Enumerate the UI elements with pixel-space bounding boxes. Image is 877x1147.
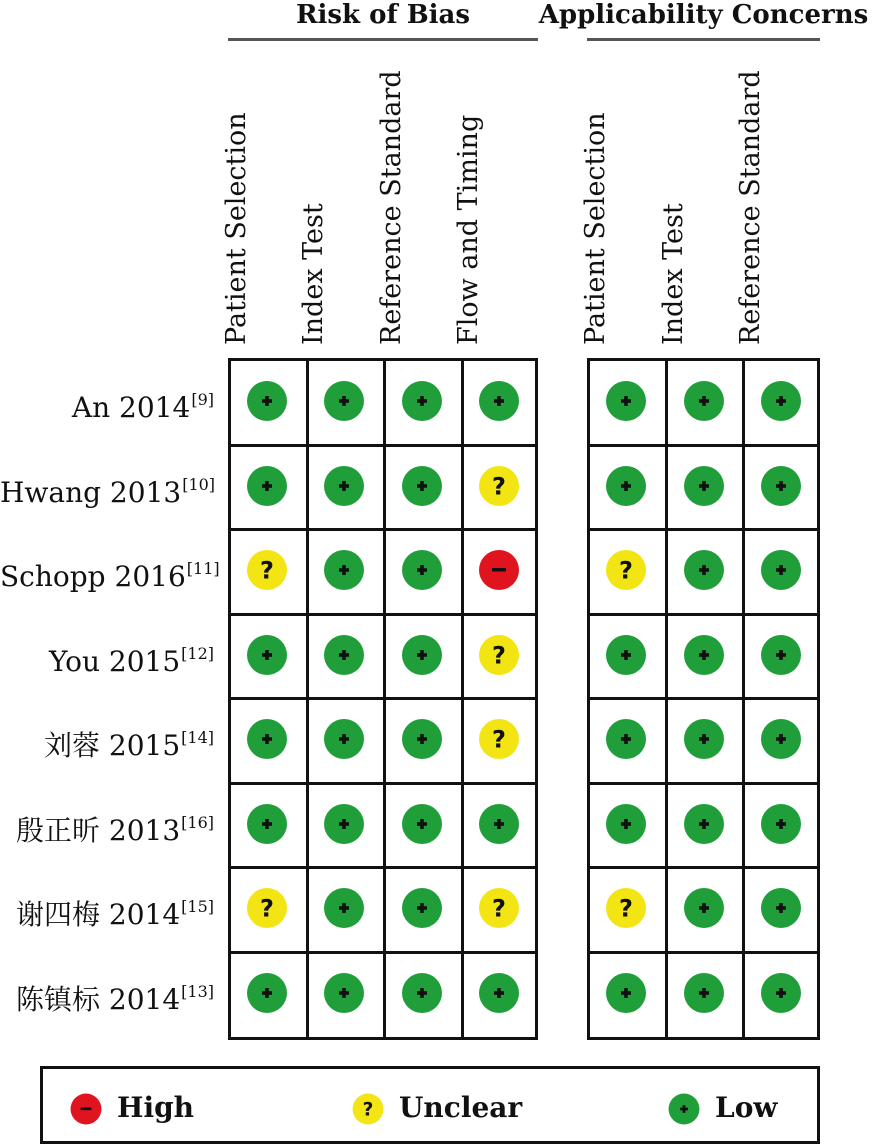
judgement-mark-low bbox=[245, 464, 289, 508]
judgement-mark-low bbox=[759, 379, 803, 423]
judgement-mark-low bbox=[400, 802, 444, 846]
judgement-mark-low bbox=[682, 464, 726, 508]
judgement-mark-low bbox=[682, 717, 726, 761]
judgement-mark-low bbox=[682, 548, 726, 592]
judgement-mark-low bbox=[400, 379, 444, 423]
judgement-mark-low bbox=[400, 971, 444, 1015]
judgement-mark-low bbox=[604, 717, 648, 761]
judgement-mark-low bbox=[604, 633, 648, 677]
judgement-mark-low bbox=[322, 633, 366, 677]
grid-line bbox=[590, 782, 817, 785]
cell-grid bbox=[587, 358, 820, 1040]
judgement-mark-unclear bbox=[477, 717, 521, 761]
judgement-mark-low bbox=[245, 633, 289, 677]
grid-line bbox=[231, 951, 535, 954]
svg-text:?: ? bbox=[259, 556, 274, 585]
judgement-mark-unclear bbox=[477, 886, 521, 930]
judgement-mark-low bbox=[759, 886, 803, 930]
judgement-mark-low bbox=[322, 379, 366, 423]
judgement-mark-low bbox=[245, 971, 289, 1015]
judgement-mark-unclear bbox=[245, 886, 289, 930]
group-underline bbox=[587, 38, 820, 41]
grid-line bbox=[231, 613, 535, 616]
judgement-mark-low bbox=[682, 633, 726, 677]
grid-line bbox=[231, 782, 535, 785]
judgement-mark-low bbox=[682, 379, 726, 423]
grid-line bbox=[590, 528, 817, 531]
judgement-mark-low bbox=[322, 464, 366, 508]
group-underline bbox=[228, 38, 538, 41]
judgement-mark-unclear bbox=[604, 548, 648, 592]
svg-text:?: ? bbox=[618, 894, 633, 923]
judgement-mark-low bbox=[604, 971, 648, 1015]
study-label: 谢四梅 2014[15] bbox=[15, 897, 214, 932]
judgement-mark-unclear bbox=[477, 633, 521, 677]
svg-text:?: ? bbox=[362, 1099, 374, 1121]
judgement-mark-low bbox=[245, 717, 289, 761]
grid-line bbox=[231, 866, 535, 869]
group-title: Risk of Bias bbox=[295, 0, 471, 30]
grid-line bbox=[231, 697, 535, 700]
judgement-mark-low bbox=[400, 717, 444, 761]
svg-text:?: ? bbox=[259, 894, 274, 923]
judgement-mark-low bbox=[322, 886, 366, 930]
judgement-mark-unclear bbox=[604, 886, 648, 930]
legend-symbol-low bbox=[667, 1092, 701, 1126]
legend-symbol-high bbox=[69, 1092, 103, 1126]
svg-text:?: ? bbox=[492, 725, 507, 754]
judgement-mark-low bbox=[604, 802, 648, 846]
judgement-mark-low bbox=[477, 379, 521, 423]
study-label: You 2015[12] bbox=[49, 643, 214, 678]
judgement-mark-low bbox=[322, 548, 366, 592]
judgement-mark-low bbox=[477, 802, 521, 846]
grid-line bbox=[590, 866, 817, 869]
judgement-mark-low bbox=[682, 886, 726, 930]
legend bbox=[40, 1066, 820, 1144]
judgement-mark-unclear bbox=[245, 548, 289, 592]
judgement-mark-low bbox=[759, 464, 803, 508]
legend-symbol-unclear bbox=[351, 1092, 385, 1126]
judgement-mark-low bbox=[759, 633, 803, 677]
judgement-mark-low bbox=[759, 717, 803, 761]
study-label: Hwang 2013[10] bbox=[0, 474, 216, 509]
judgement-mark-low bbox=[759, 548, 803, 592]
grid-line bbox=[590, 697, 817, 700]
judgement-mark-low bbox=[400, 633, 444, 677]
judgement-mark-low bbox=[400, 886, 444, 930]
judgement-mark-low bbox=[759, 802, 803, 846]
judgement-mark-low bbox=[604, 379, 648, 423]
study-label: Schopp 2016[11] bbox=[0, 559, 220, 594]
judgement-mark-low bbox=[322, 802, 366, 846]
legend-label: Unclear bbox=[399, 1091, 523, 1124]
judgement-mark-low bbox=[322, 717, 366, 761]
judgement-mark-low bbox=[245, 379, 289, 423]
legend-label: High bbox=[117, 1091, 195, 1124]
grid-line bbox=[590, 444, 817, 447]
judgement-mark-low bbox=[682, 802, 726, 846]
judgement-mark-low bbox=[682, 971, 726, 1015]
study-label: 陈镇标 2014[13] bbox=[15, 981, 214, 1016]
group-title: Applicability Concerns bbox=[538, 0, 869, 30]
study-label: 刘蓉 2015[14] bbox=[43, 728, 214, 763]
judgement-mark-low bbox=[477, 971, 521, 1015]
svg-text:?: ? bbox=[492, 641, 507, 670]
judgement-mark-low bbox=[604, 464, 648, 508]
judgement-mark-unclear bbox=[477, 464, 521, 508]
grid-line bbox=[231, 528, 535, 531]
grid-line bbox=[590, 951, 817, 954]
grid-line bbox=[590, 613, 817, 616]
cell-grid bbox=[228, 358, 538, 1040]
judgement-mark-low bbox=[759, 971, 803, 1015]
judgement-mark-low bbox=[322, 971, 366, 1015]
svg-text:?: ? bbox=[492, 894, 507, 923]
legend-label: Low bbox=[715, 1091, 778, 1124]
grid-line bbox=[231, 444, 535, 447]
svg-text:?: ? bbox=[618, 556, 633, 585]
study-label: An 2014[9] bbox=[71, 390, 214, 425]
judgement-mark-low bbox=[400, 548, 444, 592]
judgement-mark-high bbox=[477, 548, 521, 592]
judgement-mark-low bbox=[245, 802, 289, 846]
judgement-mark-low bbox=[400, 464, 444, 508]
study-label: 殷正昕 2013[16] bbox=[15, 812, 214, 847]
svg-text:?: ? bbox=[492, 472, 507, 501]
